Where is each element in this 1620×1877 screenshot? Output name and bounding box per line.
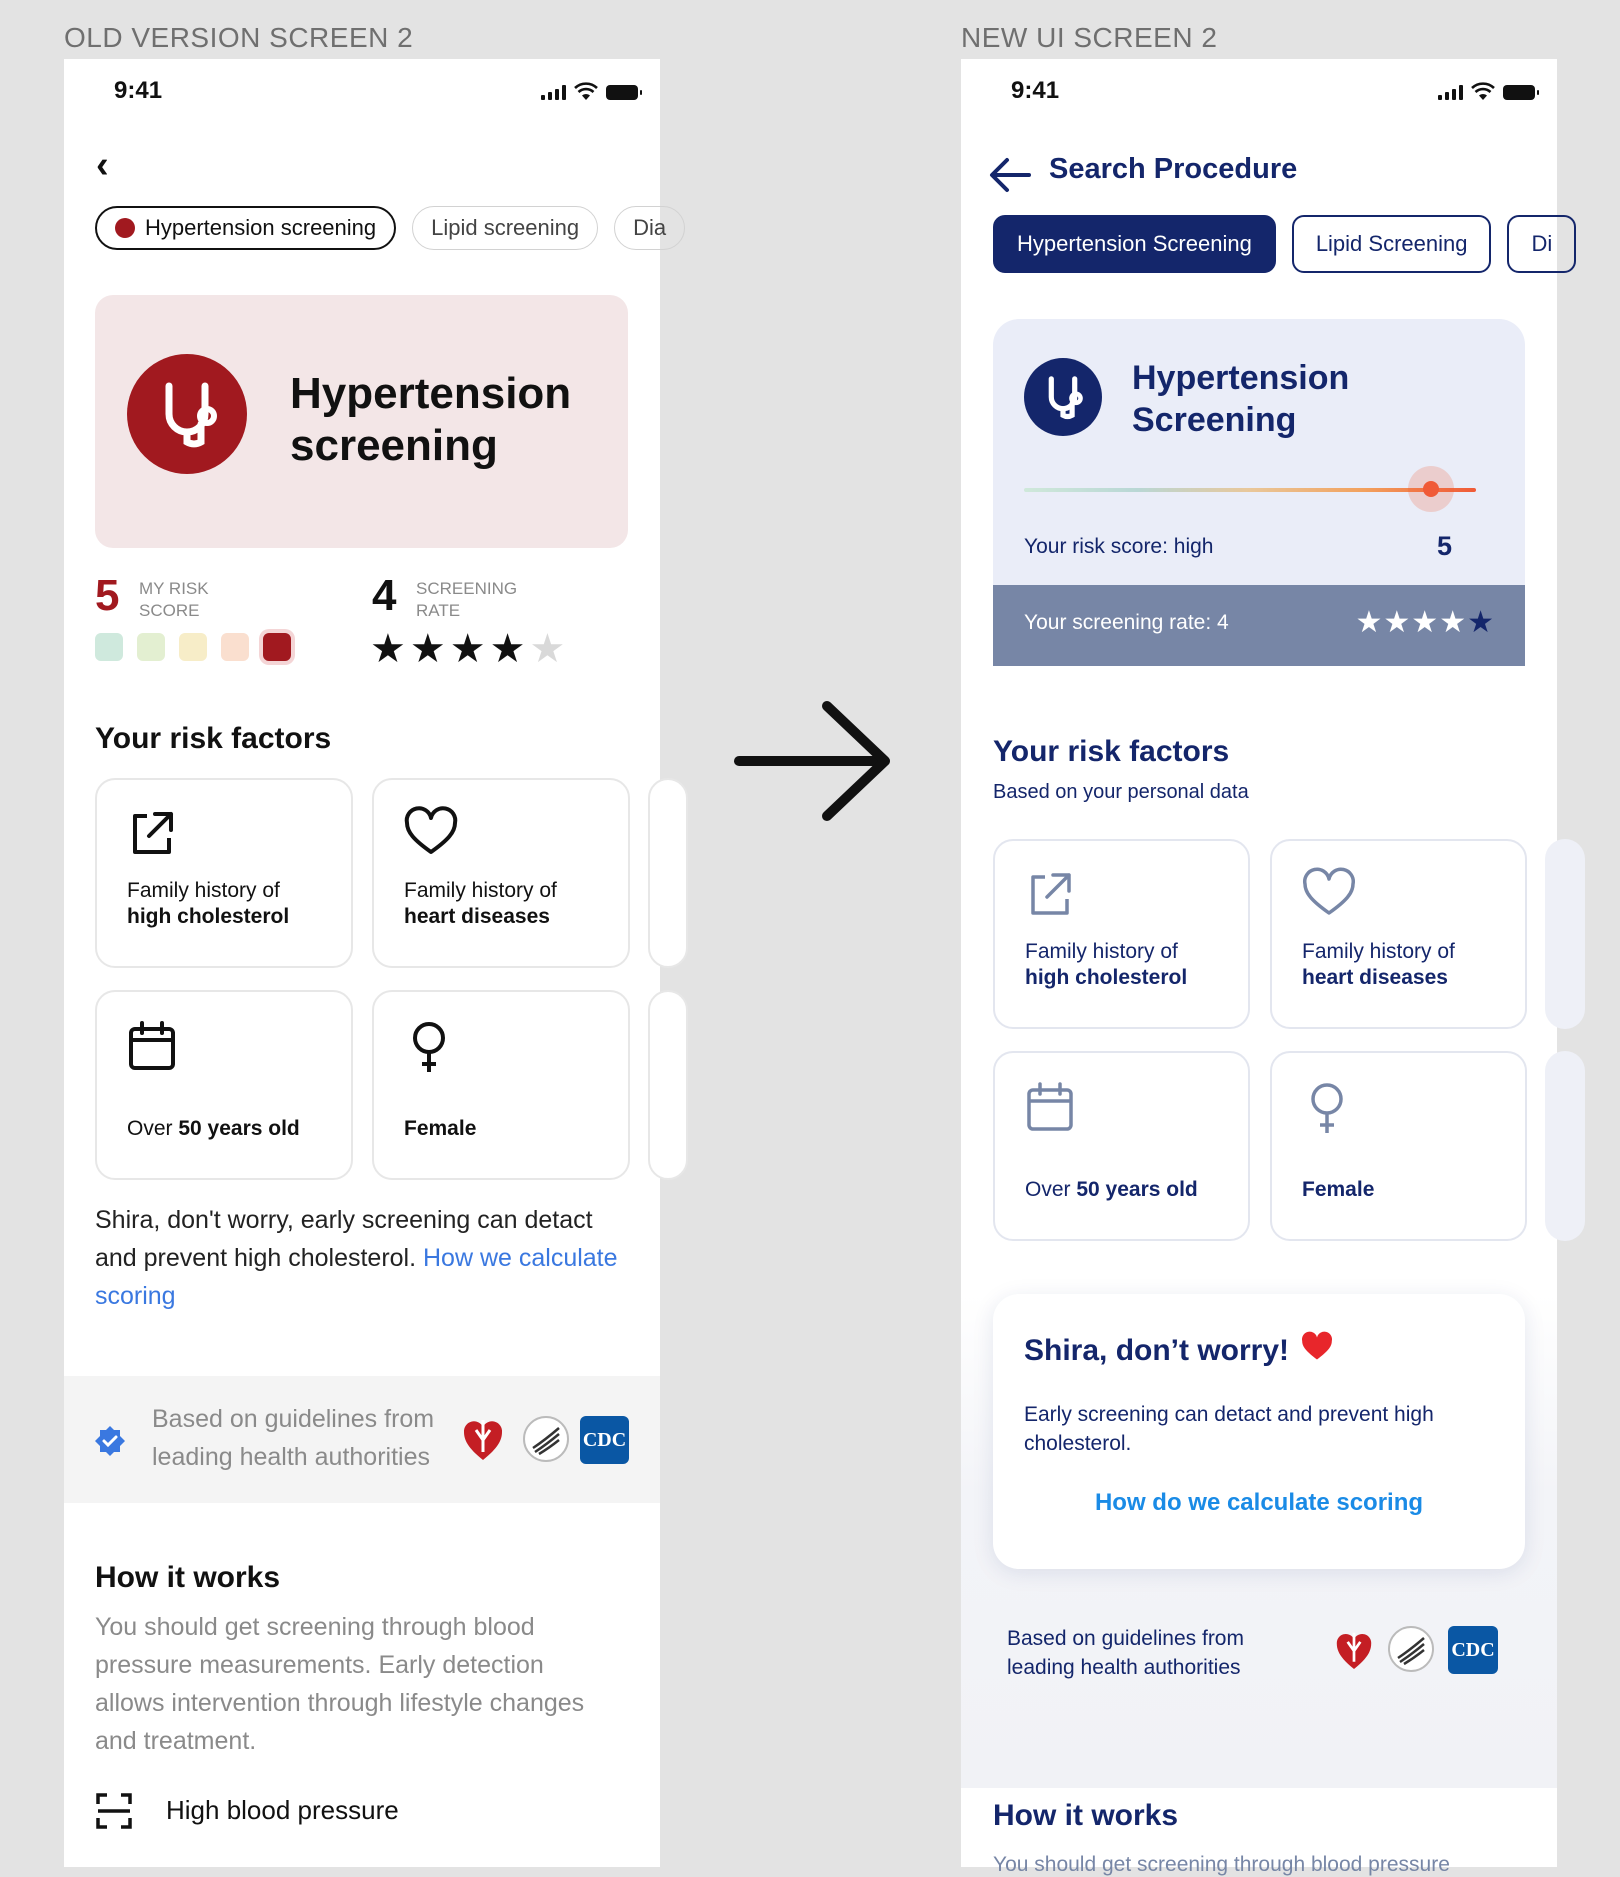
risk-score-value: 5	[1437, 531, 1453, 561]
heart-emoji-icon	[1301, 1332, 1333, 1362]
chip-lipid[interactable]	[412, 206, 598, 250]
hero-title: Hypertension Screening	[1132, 359, 1350, 439]
hero-card	[993, 319, 1525, 666]
how-we-calculate-link[interactable]: How we calculate scoring	[95, 1244, 618, 1310]
chip-label: Lipid screening	[431, 215, 580, 240]
reassurance-message: Shira, don't worry, early screening can detact and prevent high cholesterol. How we calculate scoring	[95, 1206, 618, 1310]
page-title: Search Procedure	[1049, 153, 1298, 185]
heart-association-logo-icon	[462, 1416, 504, 1462]
risk-score	[95, 571, 209, 621]
screening-rate	[370, 571, 566, 671]
factor-label: Family history of high cholesterol	[127, 879, 290, 928]
new-screen	[961, 59, 1557, 1876]
stethoscope-badge	[1024, 358, 1102, 436]
factor-label: Over 50 years old	[1025, 1178, 1198, 1201]
factor-tile-partial[interactable]	[648, 778, 688, 968]
how-it-works-text: You should get screening through blood pressure measurements. Early detection allows intervention through lifestyle changes and treatment.	[95, 1613, 585, 1755]
factor-label: Family history of high cholesterol	[1025, 940, 1188, 989]
active-dot	[115, 218, 135, 238]
chip-label: Hypertension screening	[145, 215, 377, 240]
risk-score-label: Your risk score: high	[1024, 535, 1214, 558]
chip-label: Dia	[633, 215, 667, 240]
factor-tile[interactable]	[95, 778, 353, 968]
guidelines-band	[64, 1376, 660, 1503]
chip-label: Lipid Screening	[1315, 231, 1468, 256]
screening-rate-bar	[993, 585, 1525, 666]
factor-label: Over 50 years old	[127, 1117, 300, 1140]
star-icon: ★	[409, 627, 446, 671]
factor-tile-partial[interactable]	[1545, 1051, 1585, 1241]
calendar-icon	[1025, 1081, 1075, 1133]
risk-scale	[95, 633, 291, 661]
risk-slider-track	[1024, 488, 1476, 492]
chip-hypertension[interactable]	[993, 215, 1276, 273]
wifi-icon	[1471, 83, 1495, 101]
factor-label: Female	[1302, 1178, 1375, 1201]
factor-label: Family history of heart diseases	[404, 879, 557, 928]
screening-chips	[993, 215, 1576, 273]
hhs-logo-icon	[523, 1416, 569, 1462]
factor-tile[interactable]	[1270, 839, 1527, 1029]
star-icon: ★	[1355, 606, 1384, 639]
risk-slider-thumb	[1408, 466, 1454, 512]
star-empty-icon: ★	[529, 627, 566, 671]
factor-tile-partial[interactable]	[648, 990, 688, 1180]
factor-tile-partial[interactable]	[1545, 839, 1585, 1029]
external-link-icon	[1025, 869, 1075, 919]
screening-rate-value: 4	[372, 571, 397, 620]
chip-diabetes[interactable]	[1507, 215, 1576, 273]
back-button[interactable]: ‹	[96, 144, 109, 186]
hero-card	[95, 295, 628, 548]
screening-rate-label: SCREENING RATE	[416, 579, 518, 620]
chip-label: Hypertension Screening	[1017, 231, 1252, 256]
guidelines-text: Based on guidelines from leading health authorities	[1007, 1627, 1244, 1679]
card-text: Early screening can detact and prevent high cholesterol.	[1024, 1403, 1434, 1455]
new-screen-label: NEW UI SCREEN 2	[961, 22, 1218, 53]
heart-association-logo-icon	[1335, 1628, 1373, 1672]
star-icon: ★	[489, 627, 526, 671]
star-icon: ★	[1383, 606, 1412, 639]
cdc-logo: CDC	[1448, 1626, 1498, 1674]
back-arrow-icon[interactable]	[989, 157, 1031, 193]
risk-score-label: MY RISK SCORE	[139, 579, 209, 620]
cdc-logo: CDC	[580, 1416, 629, 1464]
guidelines-text: Based on guidelines from leading health authorities	[152, 1405, 435, 1471]
star-icon: ★	[1411, 606, 1440, 639]
rating-stars	[370, 629, 569, 669]
status-time: 9:41	[114, 77, 163, 104]
reassurance-card	[993, 1294, 1525, 1569]
chip-hypertension[interactable]	[95, 206, 396, 250]
bottom-item-label: High blood pressure	[166, 1795, 399, 1825]
wifi-icon	[574, 83, 598, 101]
calendar-icon	[127, 1020, 177, 1072]
scan-icon	[95, 1792, 133, 1830]
old-screen	[64, 59, 667, 1867]
heart-icon	[1302, 869, 1356, 919]
stethoscope-icon	[127, 354, 247, 474]
factor-tile[interactable]	[95, 990, 353, 1180]
factor-tile[interactable]	[1270, 1051, 1527, 1241]
heart-icon	[404, 808, 458, 858]
risk-factors-title: Your risk factors	[95, 722, 332, 755]
external-link-icon	[127, 808, 177, 858]
chip-lipid[interactable]	[1292, 215, 1492, 273]
risk-factors-subtitle: Based on your personal data	[993, 781, 1249, 803]
hero-title: Hypertension screening	[290, 369, 572, 470]
signal-icon	[1438, 84, 1463, 100]
status-time: 9:41	[1011, 77, 1060, 104]
rating-stars	[1355, 605, 1495, 640]
female-icon	[404, 1020, 454, 1076]
female-icon	[1302, 1081, 1352, 1137]
factor-label: Family history of heart diseases	[1302, 940, 1455, 989]
how-we-calculate-link[interactable]: How do we calculate scoring	[1094, 1489, 1424, 1516]
how-it-works-title: How it works	[95, 1561, 281, 1594]
status-bar	[961, 77, 1557, 117]
hhs-logo-icon	[1388, 1626, 1434, 1672]
verified-badge-icon	[94, 1425, 126, 1457]
chip-label: Di	[1531, 231, 1553, 256]
how-it-works-title: How it works	[993, 1799, 1179, 1832]
battery-icon	[606, 85, 638, 100]
stethoscope-icon	[1024, 358, 1102, 436]
star-icon: ★	[449, 627, 486, 671]
status-bar	[64, 77, 660, 117]
arrow-right-icon	[735, 700, 895, 822]
risk-factors-title: Your risk factors	[993, 735, 1230, 768]
factor-tile[interactable]	[993, 839, 1250, 1029]
factor-tile[interactable]	[372, 990, 630, 1180]
stethoscope-badge	[127, 354, 247, 474]
how-it-works-text: You should get screening through blood pressure	[993, 1853, 1450, 1876]
screening-rate-label: Your screening rate: 4	[1024, 611, 1229, 634]
factor-tile[interactable]	[372, 778, 630, 968]
battery-icon	[1503, 85, 1535, 100]
chip-diabetes[interactable]	[614, 206, 685, 250]
star-empty-icon: ★	[1467, 606, 1495, 639]
signal-icon	[541, 84, 566, 100]
old-screen-label: OLD VERSION SCREEN 2	[64, 22, 414, 53]
card-title: Shira, don’t worry!	[1024, 1332, 1333, 1368]
factor-tile[interactable]	[993, 1051, 1250, 1241]
star-icon: ★	[1439, 606, 1468, 639]
screening-chips	[95, 206, 685, 250]
risk-score-value: 5	[95, 571, 120, 620]
star-icon: ★	[370, 627, 406, 671]
factor-label: Female	[404, 1117, 477, 1140]
